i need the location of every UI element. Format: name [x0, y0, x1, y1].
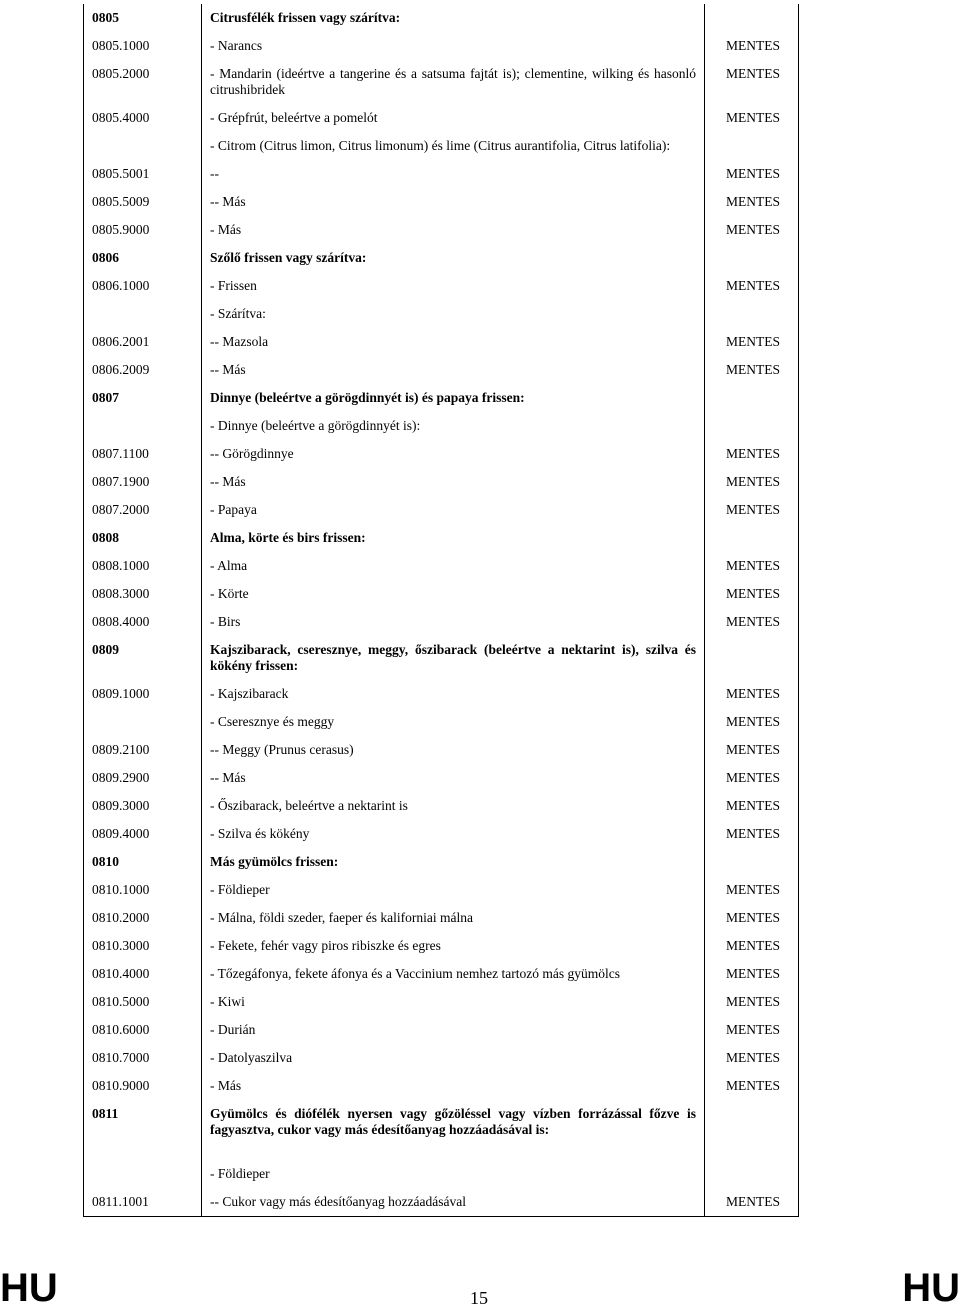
table-row [84, 440, 799, 468]
tariff-code-cell: 0809.2100 [84, 736, 202, 764]
description-cell: -- Cukor vagy más édesítőanyag hozzáadásával [202, 1188, 705, 1217]
table-row [84, 680, 799, 708]
duty-rate-cell [705, 848, 799, 876]
tariff-code-cell: 0805.9000 [84, 216, 202, 244]
description-cell: - Citrom (Citrus limon, Citrus limonum) és lime (Citrus aurantifolia, Citrus latifolia): [202, 132, 705, 160]
table-row [84, 1016, 799, 1044]
tariff-code-cell: 0806 [84, 244, 202, 272]
table-row [84, 412, 799, 440]
duty-rate-cell: MENTES [705, 328, 799, 356]
duty-rate-cell: MENTES [705, 552, 799, 580]
description-cell: - Más [202, 1072, 705, 1100]
tariff-code-cell: 0805.2000 [84, 60, 202, 104]
tariff-code-cell [84, 132, 202, 160]
duty-rate-cell [705, 300, 799, 328]
description-cell: -- Más [202, 188, 705, 216]
tariff-code-cell: 0808 [84, 524, 202, 552]
duty-rate-cell: MENTES [705, 580, 799, 608]
description-cell: Gyümölcs és diófélék nyersen vagy gőzöléssel vagy vízben forrázással főzve is fagyasztva, cukor vagy más édesítőanyag hozzáadásával is: [202, 1100, 705, 1144]
tariff-table-body [84, 4, 799, 1217]
description-cell: - Málna, földi szeder, faeper és kaliforniai málna [202, 904, 705, 932]
page-number: 15 [470, 1288, 488, 1308]
description-cell: Alma, körte és birs frissen: [202, 524, 705, 552]
table-row [84, 580, 799, 608]
table-row [84, 524, 799, 552]
tariff-code-cell [84, 1144, 202, 1188]
table-row [84, 876, 799, 904]
description-cell: - Szilva és kökény [202, 820, 705, 848]
description-cell: - Földieper [202, 876, 705, 904]
duty-rate-cell: MENTES [705, 440, 799, 468]
tariff-table-wrapper [83, 4, 798, 1217]
duty-rate-cell: MENTES [705, 272, 799, 300]
table-row [84, 60, 799, 104]
tariff-code-cell: 0810.2000 [84, 904, 202, 932]
duty-rate-cell: MENTES [705, 1044, 799, 1072]
duty-rate-cell: MENTES [705, 988, 799, 1016]
description-cell: - Grépfrút, beleértve a pomelót [202, 104, 705, 132]
duty-rate-cell: MENTES [705, 876, 799, 904]
tariff-code-cell: 0805 [84, 4, 202, 32]
tariff-code-cell: 0807.1100 [84, 440, 202, 468]
description-cell: - Fekete, fehér vagy piros ribiszke és egres [202, 932, 705, 960]
duty-rate-cell: MENTES [705, 104, 799, 132]
description-cell: Dinnye (beleértve a görögdinnyét is) és papaya frissen: [202, 384, 705, 412]
tariff-code-cell: 0810.3000 [84, 932, 202, 960]
duty-rate-cell: MENTES [705, 904, 799, 932]
tariff-code-cell: 0805.5009 [84, 188, 202, 216]
table-row [84, 244, 799, 272]
duty-rate-cell: MENTES [705, 32, 799, 60]
table-row [84, 272, 799, 300]
duty-rate-cell [705, 244, 799, 272]
duty-rate-cell [705, 4, 799, 32]
table-row [84, 32, 799, 60]
tariff-code-cell: 0805.1000 [84, 32, 202, 60]
duty-rate-cell: MENTES [705, 216, 799, 244]
tariff-code-cell: 0809 [84, 636, 202, 680]
tariff-code-cell: 0806.2001 [84, 328, 202, 356]
description-cell: -- Görögdinnye [202, 440, 705, 468]
tariff-code-cell: 0810.4000 [84, 960, 202, 988]
duty-rate-cell: MENTES [705, 764, 799, 792]
description-cell: - Durián [202, 1016, 705, 1044]
table-row [84, 468, 799, 496]
table-row [84, 932, 799, 960]
duty-rate-cell [705, 1100, 799, 1144]
description-cell: -- Más [202, 356, 705, 384]
table-row [84, 4, 799, 32]
duty-rate-cell [705, 1144, 799, 1188]
tariff-code-cell [84, 300, 202, 328]
tariff-code-cell: 0808.1000 [84, 552, 202, 580]
table-row [84, 216, 799, 244]
description-cell: -- Mazsola [202, 328, 705, 356]
table-row [84, 1044, 799, 1072]
description-cell: - Kajszibarack [202, 680, 705, 708]
duty-rate-cell: MENTES [705, 496, 799, 524]
tariff-code-cell: 0811.1001 [84, 1188, 202, 1217]
table-row [84, 988, 799, 1016]
tariff-code-cell: 0811 [84, 1100, 202, 1144]
description-cell: -- Más [202, 468, 705, 496]
description-cell: - Mandarin (ideértve a tangerine és a satsuma fajtát is); clementine, wilking és hasonló citrushibridek [202, 60, 705, 104]
description-cell: - Birs [202, 608, 705, 636]
tariff-code-cell: 0806.1000 [84, 272, 202, 300]
duty-rate-cell [705, 412, 799, 440]
tariff-code-cell: 0808.4000 [84, 608, 202, 636]
duty-rate-cell: MENTES [705, 188, 799, 216]
tariff-code-cell: 0810 [84, 848, 202, 876]
description-cell: -- [202, 160, 705, 188]
description-cell: - Őszibarack, beleértve a nektarint is [202, 792, 705, 820]
description-cell: -- Meggy (Prunus cerasus) [202, 736, 705, 764]
description-cell: - Kiwi [202, 988, 705, 1016]
duty-rate-cell: MENTES [705, 708, 799, 736]
description-cell: - Datolyaszilva [202, 1044, 705, 1072]
description-cell: - Szárítva: [202, 300, 705, 328]
table-row [84, 132, 799, 160]
tariff-code-cell: 0807.1900 [84, 468, 202, 496]
tariff-code-cell: 0808.3000 [84, 580, 202, 608]
tariff-code-cell: 0810.6000 [84, 1016, 202, 1044]
footer-language-label-left: HU [0, 1266, 58, 1310]
duty-rate-cell: MENTES [705, 792, 799, 820]
table-row [84, 384, 799, 412]
duty-rate-cell: MENTES [705, 680, 799, 708]
table-row [84, 1144, 799, 1188]
duty-rate-cell [705, 384, 799, 412]
tariff-code-cell: 0809.4000 [84, 820, 202, 848]
description-cell: Kajszibarack, cseresznye, meggy, őszibarack (beleértve a nektarint is), szilva és kökény frissen: [202, 636, 705, 680]
table-row [84, 188, 799, 216]
table-row [84, 1100, 799, 1144]
description-cell: - Dinnye (beleértve a görögdinnyét is): [202, 412, 705, 440]
table-row [84, 552, 799, 580]
duty-rate-cell: MENTES [705, 932, 799, 960]
table-row [84, 356, 799, 384]
tariff-code-cell: 0810.5000 [84, 988, 202, 1016]
description-cell: Más gyümölcs frissen: [202, 848, 705, 876]
tariff-code-cell: 0806.2009 [84, 356, 202, 384]
description-cell: - Narancs [202, 32, 705, 60]
table-row [84, 160, 799, 188]
table-row [84, 1188, 799, 1217]
tariff-code-cell: 0809.3000 [84, 792, 202, 820]
description-cell: - Frissen [202, 272, 705, 300]
description-cell: - Tőzegáfonya, fekete áfonya és a Vaccinium nemhez tartozó más gyümölcs [202, 960, 705, 988]
duty-rate-cell: MENTES [705, 160, 799, 188]
duty-rate-cell: MENTES [705, 1016, 799, 1044]
table-row [84, 792, 799, 820]
description-cell: - Cseresznye és meggy [202, 708, 705, 736]
duty-rate-cell [705, 636, 799, 680]
duty-rate-cell: MENTES [705, 356, 799, 384]
tariff-code-cell: 0810.1000 [84, 876, 202, 904]
description-cell: Szőlő frissen vagy szárítva: [202, 244, 705, 272]
tariff-code-cell: 0807 [84, 384, 202, 412]
duty-rate-cell [705, 524, 799, 552]
description-cell: Citrusfélék frissen vagy szárítva: [202, 4, 705, 32]
duty-rate-cell: MENTES [705, 1188, 799, 1217]
tariff-code-cell: 0810.9000 [84, 1072, 202, 1100]
duty-rate-cell: MENTES [705, 468, 799, 496]
table-row [84, 904, 799, 932]
description-cell: - Papaya [202, 496, 705, 524]
tariff-code-cell: 0810.7000 [84, 1044, 202, 1072]
footer-language-label-right: HU [902, 1266, 960, 1310]
tariff-code-cell: 0809.1000 [84, 680, 202, 708]
duty-rate-cell: MENTES [705, 736, 799, 764]
description-cell: - Körte [202, 580, 705, 608]
table-row [84, 820, 799, 848]
tariff-code-cell: 0805.5001 [84, 160, 202, 188]
tariff-code-cell [84, 412, 202, 440]
tariff-code-cell [84, 708, 202, 736]
table-row [84, 608, 799, 636]
table-row [84, 960, 799, 988]
table-row [84, 1072, 799, 1100]
table-row [84, 328, 799, 356]
table-row [84, 764, 799, 792]
duty-rate-cell: MENTES [705, 1072, 799, 1100]
tariff-code-cell: 0809.2900 [84, 764, 202, 792]
description-cell: - Más [202, 216, 705, 244]
tariff-table [83, 4, 799, 1217]
tariff-code-cell: 0807.2000 [84, 496, 202, 524]
duty-rate-cell [705, 132, 799, 160]
table-row [84, 636, 799, 680]
description-cell: - Alma [202, 552, 705, 580]
description-cell: -- Más [202, 764, 705, 792]
table-row [84, 496, 799, 524]
description-cell: - Földieper [202, 1144, 705, 1188]
table-row [84, 848, 799, 876]
tariff-code-cell: 0805.4000 [84, 104, 202, 132]
duty-rate-cell: MENTES [705, 960, 799, 988]
duty-rate-cell: MENTES [705, 820, 799, 848]
duty-rate-cell: MENTES [705, 60, 799, 104]
duty-rate-cell: MENTES [705, 608, 799, 636]
table-row [84, 104, 799, 132]
table-row [84, 708, 799, 736]
table-row [84, 300, 799, 328]
table-row [84, 736, 799, 764]
